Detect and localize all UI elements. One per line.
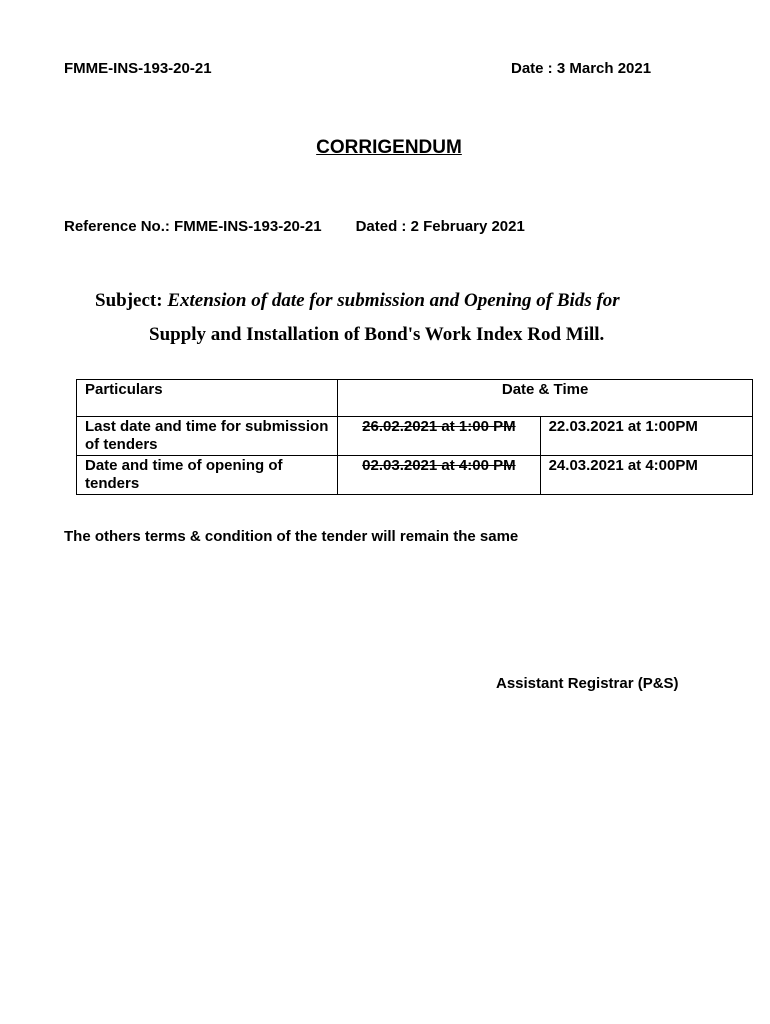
subject-text: Extension of date for submission and Opening of Bids for bbox=[167, 290, 620, 311]
terms-note: The others terms & condition of the tender will remain the same bbox=[64, 528, 519, 545]
document-ref-number: FMME-INS-193-20-21 bbox=[64, 60, 212, 77]
signatory: Assistant Registrar (P&S) bbox=[496, 675, 679, 692]
reference-line bbox=[64, 218, 525, 235]
row-particular: Date and time of opening of tenders bbox=[77, 456, 338, 495]
header-particulars: Particulars bbox=[77, 380, 338, 417]
tender-dates-table bbox=[76, 379, 753, 495]
table-row bbox=[77, 456, 753, 495]
row-old-date: 02.03.2021 at 4:00 PM bbox=[338, 456, 540, 495]
row-particular: Last date and time for submission of tenders bbox=[77, 417, 338, 456]
subject-line-2: Supply and Installation of Bond's Work Index Rod Mill. bbox=[149, 324, 605, 345]
reference-dated: Dated : 2 February 2021 bbox=[355, 218, 525, 235]
row-new-date: 22.03.2021 at 1:00PM bbox=[540, 417, 752, 456]
subject-line-1 bbox=[95, 290, 620, 312]
subject-label: Subject: bbox=[95, 290, 163, 311]
row-old-date: 26.02.2021 at 1:00 PM bbox=[338, 417, 540, 456]
row-new-date: 24.03.2021 at 4:00PM bbox=[540, 456, 752, 495]
document-title: CORRIGENDUM bbox=[316, 137, 462, 158]
reference-number: Reference No.: FMME-INS-193-20-21 bbox=[64, 218, 322, 235]
table-header-row bbox=[77, 380, 753, 417]
document-date: Date : 3 March 2021 bbox=[511, 60, 652, 77]
header-date-time: Date & Time bbox=[338, 380, 753, 417]
table-row bbox=[77, 417, 753, 456]
